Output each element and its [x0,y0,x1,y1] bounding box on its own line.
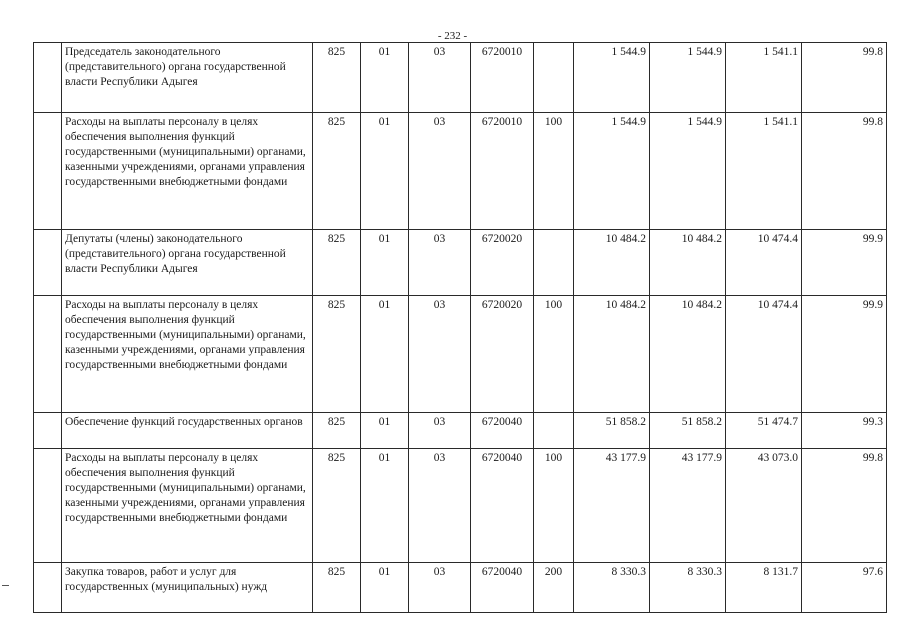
execution-percent: 99.9 [802,296,887,413]
margin-cell [34,449,62,563]
subsection-code: 03 [409,563,471,613]
subsection-code: 03 [409,230,471,296]
target-item-code: 6720040 [471,563,534,613]
target-item-code: 6720010 [471,113,534,230]
executed-amount: 1 541.1 [726,113,802,230]
page-number: - 232 - [437,30,468,42]
item-name: Расходы на выплаты персоналу в целях обеспечения выполнения функций государственными (муниципальными) органами, казенными учреждениями, органами управления государственными внебюджетными фондами [62,113,313,230]
subsection-code: 03 [409,413,471,449]
approved-amount: 51 858.2 [574,413,650,449]
refined-amount: 10 484.2 [650,296,726,413]
section-code: 01 [361,563,409,613]
refined-amount: 51 858.2 [650,413,726,449]
table-row [34,113,887,230]
section-code: 01 [361,413,409,449]
ministry-code: 825 [313,43,361,113]
target-item-code: 6720020 [471,230,534,296]
refined-amount: 1 544.9 [650,43,726,113]
approved-amount: 8 330.3 [574,563,650,613]
section-code: 01 [361,113,409,230]
table-row [34,296,887,413]
subsection-code: 03 [409,113,471,230]
expense-type-code: 100 [534,449,574,563]
margin-cell [34,413,62,449]
expense-type-code [534,230,574,296]
section-code: 01 [361,449,409,563]
section-code: 01 [361,230,409,296]
expense-type-code: 200 [534,563,574,613]
table-row [34,449,887,563]
table-row [34,43,887,113]
executed-amount: 10 474.4 [726,296,802,413]
ministry-code: 825 [313,449,361,563]
item-name: Расходы на выплаты персоналу в целях обеспечения выполнения функций государственными (муниципальными) органами, казенными учреждениями, органами управления государственными внебюджетными фондами [62,296,313,413]
expense-type-code: 100 [534,296,574,413]
table-row [34,230,887,296]
ministry-code: 825 [313,563,361,613]
expense-type-code: 100 [534,113,574,230]
execution-percent: 99.3 [802,413,887,449]
target-item-code: 6720040 [471,413,534,449]
subsection-code: 03 [409,296,471,413]
refined-amount: 10 484.2 [650,230,726,296]
execution-percent: 99.9 [802,230,887,296]
target-item-code: 6720040 [471,449,534,563]
margin-cell [34,230,62,296]
execution-percent: 99.8 [802,449,887,563]
refined-amount: 1 544.9 [650,113,726,230]
executed-amount: 1 541.1 [726,43,802,113]
executed-amount: 43 073.0 [726,449,802,563]
section-code: 01 [361,296,409,413]
ministry-code: 825 [313,413,361,449]
item-name: Председатель законодательного (представительного) органа государственной власти Республики Адыгея [62,43,313,113]
subsection-code: 03 [409,43,471,113]
item-name: Закупка товаров, работ и услуг для государственных (муниципальных) нужд [62,563,313,613]
target-item-code: 6720010 [471,43,534,113]
approved-amount: 43 177.9 [574,449,650,563]
approved-amount: 1 544.9 [574,113,650,230]
margin-cell [34,296,62,413]
ministry-code: 825 [313,296,361,413]
ministry-code: 825 [313,113,361,230]
target-item-code: 6720020 [471,296,534,413]
table-row [34,563,887,613]
approved-amount: 10 484.2 [574,230,650,296]
item-name: Депутаты (члены) законодательного (представительного) органа государственной власти Республики Адыгея [62,230,313,296]
budget-table [33,42,887,613]
refined-amount: 8 330.3 [650,563,726,613]
margin-mark [2,585,9,586]
item-name: Расходы на выплаты персоналу в целях обеспечения выполнения функций государственными (муниципальными) органами, казенными учреждениями, органами управления государственными внебюджетными фондами [62,449,313,563]
expense-type-code [534,413,574,449]
margin-cell [34,113,62,230]
execution-percent: 99.8 [802,43,887,113]
ministry-code: 825 [313,230,361,296]
executed-amount: 10 474.4 [726,230,802,296]
margin-cell [34,563,62,613]
execution-percent: 99.8 [802,113,887,230]
executed-amount: 51 474.7 [726,413,802,449]
section-code: 01 [361,43,409,113]
margin-cell [34,43,62,113]
subsection-code: 03 [409,449,471,563]
item-name: Обеспечение функций государственных органов [62,413,313,449]
refined-amount: 43 177.9 [650,449,726,563]
approved-amount: 1 544.9 [574,43,650,113]
table-body [34,43,887,613]
approved-amount: 10 484.2 [574,296,650,413]
expense-type-code [534,43,574,113]
table-row [34,413,887,449]
execution-percent: 97.6 [802,563,887,613]
executed-amount: 8 131.7 [726,563,802,613]
